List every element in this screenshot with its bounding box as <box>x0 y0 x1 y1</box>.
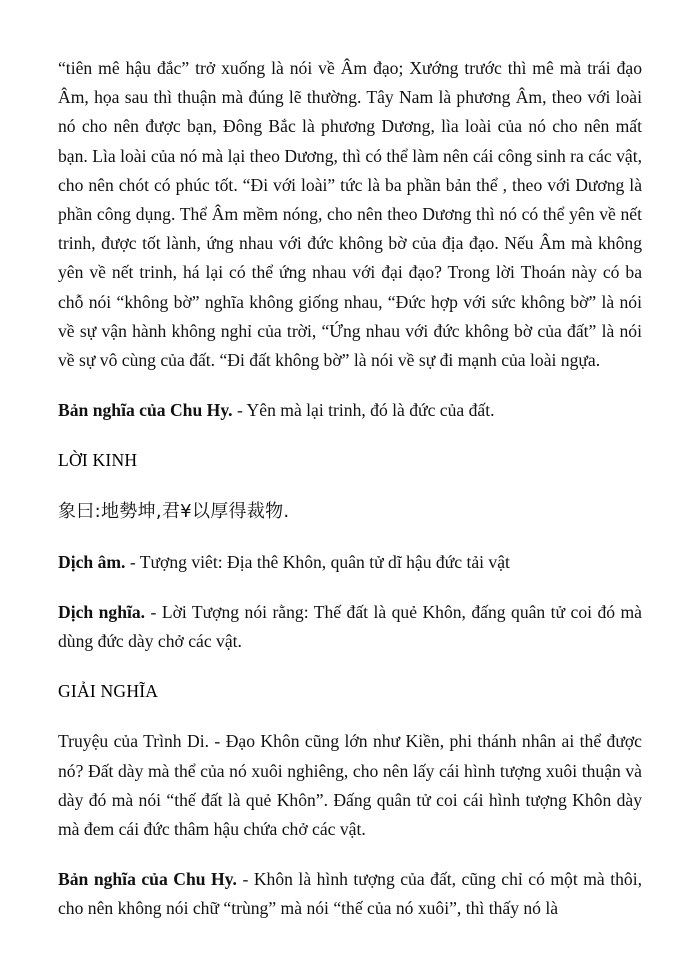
text-dich-am: - Tượng viêt: Địa thê Khôn, quân tử dĩ hậu đức tải vật <box>125 551 510 572</box>
annotation-dich-am <box>58 548 642 577</box>
paragraph-commentary-intro: “tiên mê hậu đắc” trở xuống là nói về Âm đạo; Xướng trước thì mê mà trái đạo Âm, họa sau thì thuận mà đúng lẽ thường. Tây Nam là phương Âm, theo với loài nó cho nên được bạn, Đông Bắc là phương Dương, lìa loài của nó cho nên mất bạn. Lìa loài của nó mà lại theo Dương, thì có thể làm nên cái công sinh ra các vật, cho nên chót có phúc tốt. “Đi với loài” tức là ba phần bản thể , theo với Dương là phần công dụng. Thể Âm mềm nóng, cho nên theo Dương thì nó có thể yên về nết trinh, được tốt lành, ứng nhau với đức không bờ của địa đạo. Nếu Âm mà không yên về nết trinh, há lại có thể ứng nhau với đại đạo? Trong lời Thoán này có ba chỗ nói “không bờ” nghĩa không giống nhau, “Đức hợp với sức không bờ” là nói về sự vận hành không nghỉ của trời, “Ứng nhau với đức không bờ của đất” là nói về sự vô cùng của đất. “Đi đất không bờ” là nói về sự đi mạnh của loài ngựa. <box>58 58 642 371</box>
classical-chinese-quote: 象曰:地勢坤,君¥以厚得裁物. <box>58 500 290 522</box>
label-dich-nghia: Dịch nghĩa. <box>58 601 146 622</box>
annotation-truyen-trinh-di <box>58 727 642 844</box>
text-dich-nghia: - Lời Tượng nói rằng: Thế đất là quẻ Khôn, đấng quân tử coi đó mà dùng đức dày chở các vật. <box>58 601 642 652</box>
label-ban-nghia-chu-hy: Bản nghĩa của Chu Hy. <box>58 400 233 421</box>
annotation-ban-nghia-chu-hy-2 <box>58 865 642 923</box>
text-ban-nghia-chu-hy-1: - Yên mà lại trinh, đó là đức của đất. <box>232 400 495 421</box>
text-ban-nghia-chu-hy-2: - Khôn là hình tượng của đất, cũng chỉ có một mà thôi, cho nên không nói chữ “trùng” mà nói “thế của nó xuôi”, thì thấy nó là <box>58 869 643 919</box>
text-truyen-trinh-di: - Đạo Khôn cũng lớn như Kiền, phi thánh nhân ai thể được nó? Đất dày mà thể của nó xuôi nghiêng, cho nên lấy cái hình tượng xuôi thuận và dày đó mà nói “thế đất là quẻ Khôn”. Đấng quân tử coi cái hình tượng Khôn dày mà đem cái đức thâm hậu chứa chở các vật. <box>58 731 642 840</box>
annotation-ban-nghia-chu-hy-1 <box>58 396 642 425</box>
label-ban-nghia-chu-hy-2: Bản nghĩa của Chu Hy. <box>58 869 237 890</box>
annotation-dich-nghia <box>58 598 642 656</box>
label-truyen-trinh-di: Truyệu của Trình Di. <box>58 731 209 752</box>
section-heading-loi-kinh: LỜI KINH <box>58 450 138 471</box>
label-dich-am: Dịch âm. <box>58 551 126 572</box>
section-heading-giai-nghia: GIẢI NGHĨA <box>58 681 159 702</box>
